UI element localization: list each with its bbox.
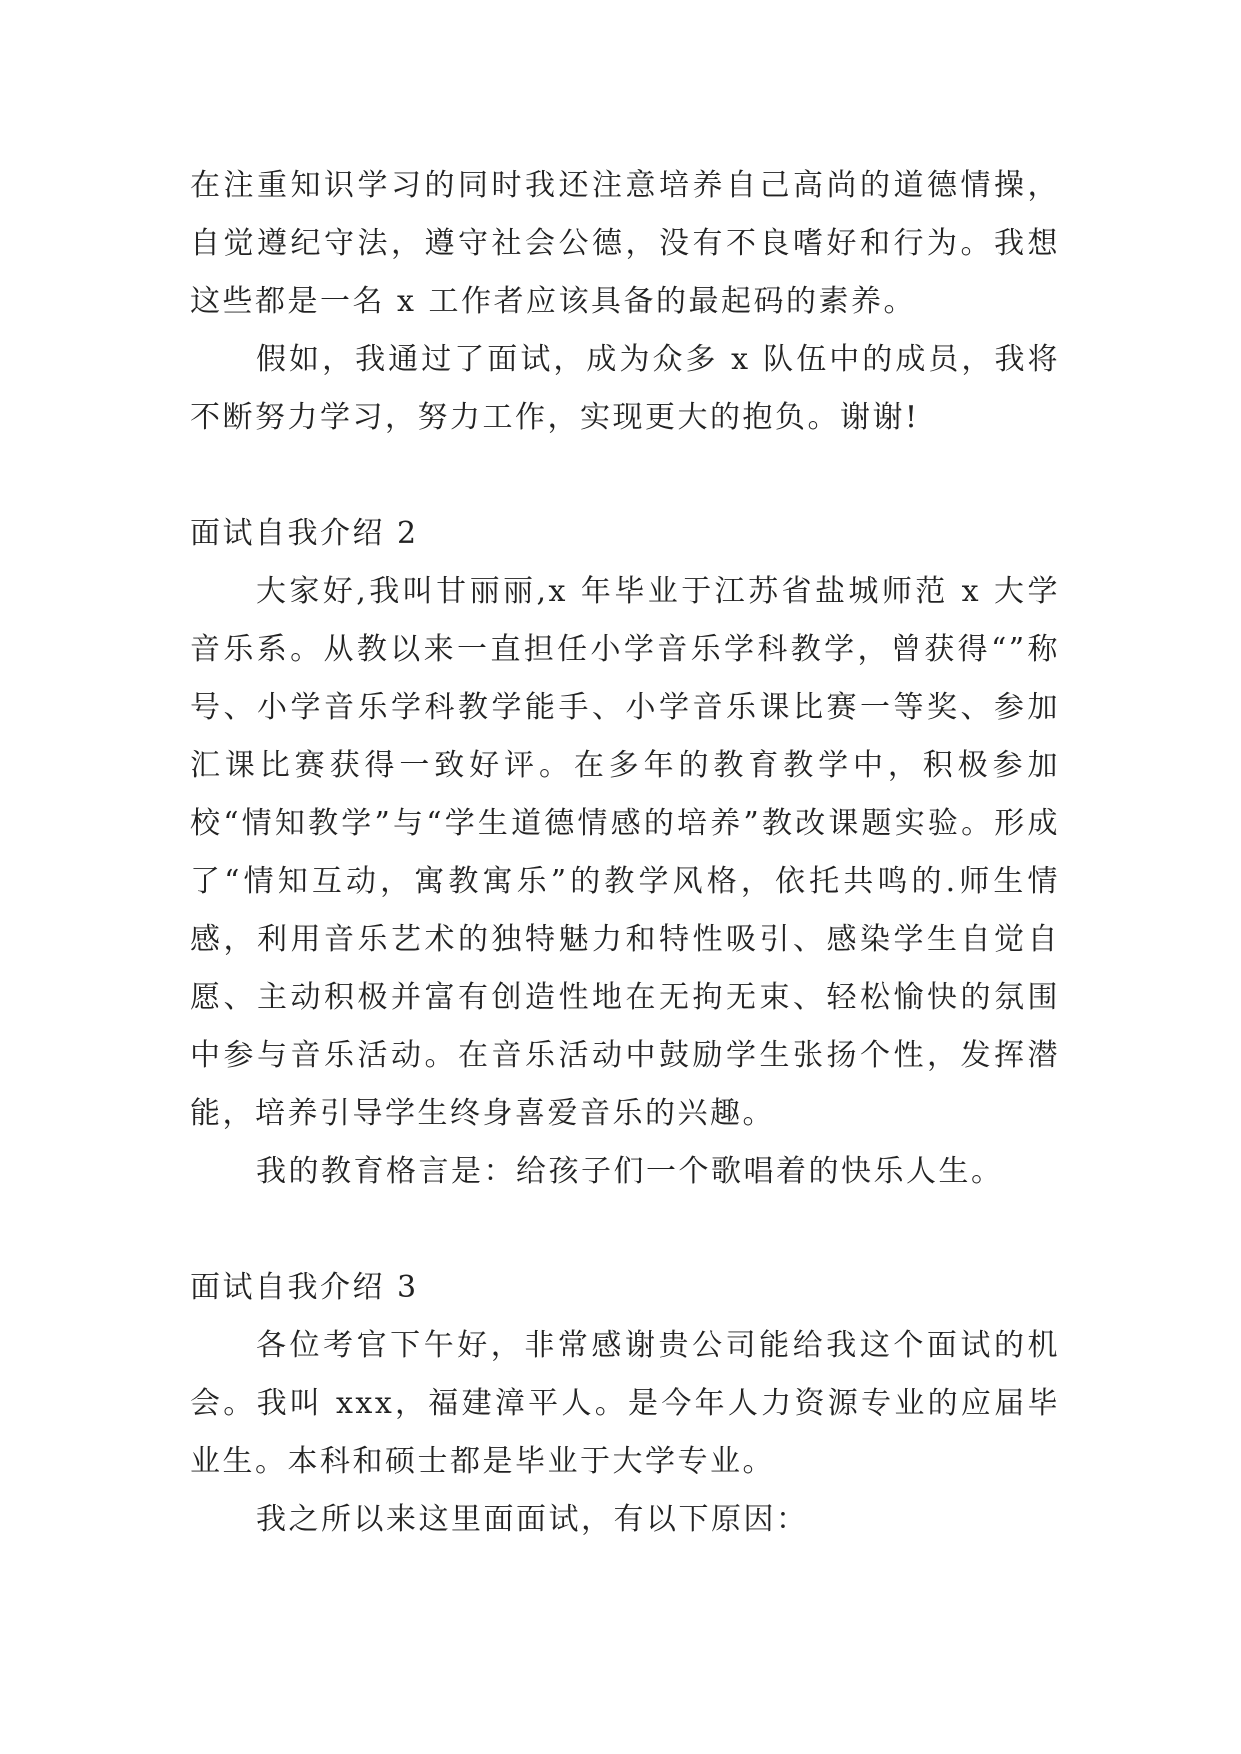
document-body <box>190 157 1060 1549</box>
paragraph-intro-2-body: 大家好,我叫甘丽丽,x 年毕业于江苏省盐城师范 x 大学音乐系。从教以来一直担任小学音乐学科教学，曾获得“”称号、小学音乐学科教学能手、小学音乐课比赛一等奖、参加汇课比赛获得一致好评。在多年的教育教学中，积极参加校“情知教学”与“学生道德情感的培养”教改课题实验。形成了“情知互动，寓教寓乐”的教学风格，依托共鸣的.师生情感，利用音乐艺术的独特魅力和特性吸引、感染学生自觉自愿、主动积极并富有创造性地在无拘无束、轻松愉快的氛围中参与音乐活动。在音乐活动中鼓励学生张扬个性，发挥潜能，培养引导学生终身喜爱音乐的兴趣。 <box>190 574 1060 1131</box>
section-heading-intro-2: 面试自我介绍 2 <box>190 516 419 551</box>
paragraph-intro-3-body: 各位考官下午好，非常感谢贵公司能给我这个面试的机会。我叫 xxx，福建漳平人。是今年人力资源专业的应届毕业生。本科和硕士都是毕业于大学专业。 <box>190 1328 1060 1479</box>
paragraph-education-motto: 我的教育格言是：给孩子们一个歌唱着的快乐人生。 <box>256 1154 1004 1189</box>
paragraph-pass-interview: 假如，我通过了面试，成为众多 x 队伍中的成员，我将不断努力学习，努力工作，实现更大的抱负。谢谢! <box>190 342 1060 435</box>
paragraph-reasons: 我之所以来这里面面试，有以下原因： <box>256 1502 809 1537</box>
section-heading-intro-3: 面试自我介绍 3 <box>190 1270 419 1305</box>
paragraph-moral-cultivation: 在注重知识学习的同时我还注意培养自己高尚的道德情操，自觉遵纪守法，遵守社会公德，没有不良嗜好和行为。我想这些都是一名 x 工作者应该具备的最起码的素养。 <box>190 168 1060 319</box>
